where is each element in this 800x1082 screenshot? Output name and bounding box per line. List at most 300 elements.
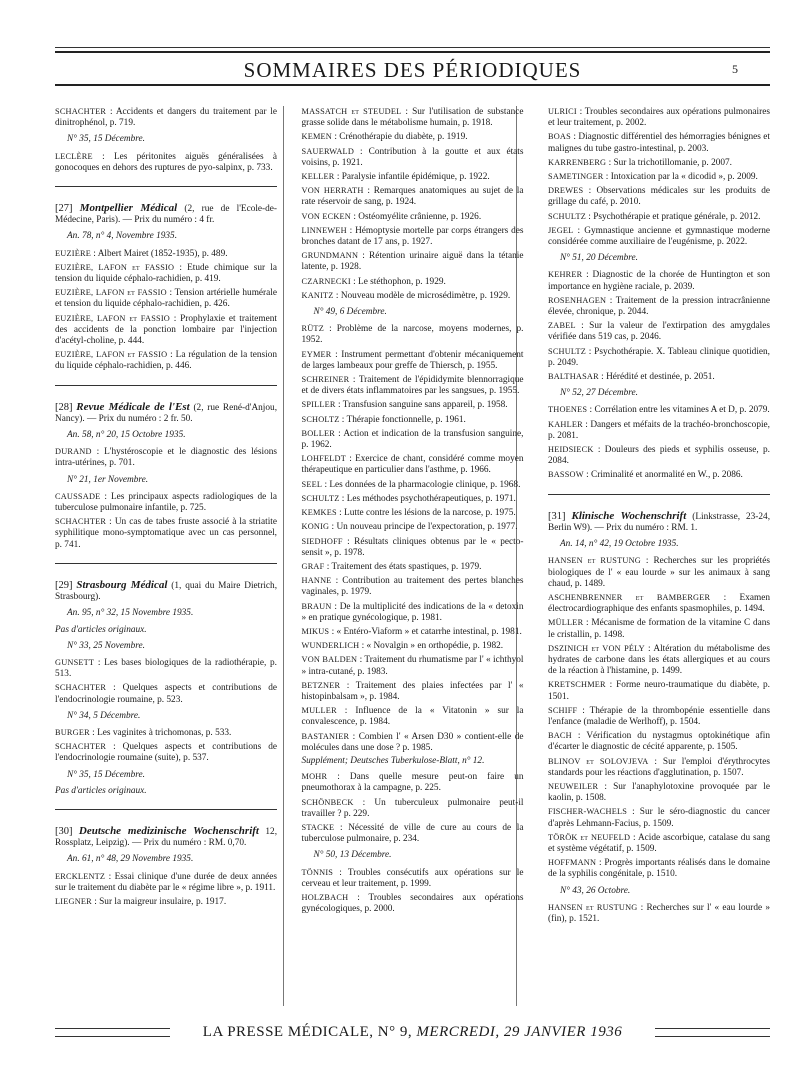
entry: RÜTZ : Problème de la narcose, moyens modernes, p. 1952.: [301, 324, 524, 346]
page-title: SOMMAIRES DES PÉRIODIQUES: [243, 58, 582, 82]
entry: KELLER : Paralysie infantile épidémique, p. 1922.: [301, 172, 490, 183]
entry: ULRICI : Troubles secondaires aux opérations pulmonaires et leur traitement, p. 2002.: [548, 107, 770, 129]
column-2: [302, 106, 524, 1006]
author: CZARNECKI: [301, 276, 351, 286]
page-footer: [55, 1024, 770, 1041]
columns: [55, 106, 770, 1006]
entry: SCHACHTER : Accidents et dangers du traitement par le dinitrophénol, p. 719.: [55, 107, 278, 129]
entry: EYMER : Instrument permettant d'obtenir mécaniquement de larges lambeaux pour greffe de Thiersch, p. 1955.: [301, 349, 524, 371]
entry: KAHLER : Dangers et méfaits de la trachéo-bronchoscopie, p. 2081.: [548, 419, 770, 441]
author: SCHOLTZ: [301, 414, 340, 424]
author: LECLÈRE: [55, 151, 93, 161]
author: DSZINICH et VON PÉLY: [548, 643, 645, 653]
entry-text: Les péritonites aiguës généralisées à gonocoques en dehors des ruptures de pyo-salpinx, p. 733.: [55, 151, 277, 173]
entry-text: Essai clinique d'une durée de deux années sur le traitement du diabète par le « régime libre », p. 1911.: [55, 871, 277, 893]
entry: EUZIÈRE, LAFON et FASSIO : Tension artérielle humérale et tension du liquide céphalo-rachidien, p. 426.: [55, 288, 277, 310]
entry-text: Nouveau modèle de microsédimètre, p. 1929.: [340, 290, 511, 301]
author: LOHFELDT: [301, 454, 346, 464]
entry: BOLLER : Action et indication de la transfusion sanguine, p. 1962.: [301, 428, 524, 451]
author: MÜLLER: [548, 618, 584, 628]
issue-citation: N° 34, 5 Décembre.: [67, 710, 141, 721]
author: DURAND: [55, 447, 92, 457]
entry-text: Troubles secondaires aux opérations pulmonaires et leur traitement, p. 2002.: [548, 107, 770, 129]
author: FISCHER-WACHELS: [548, 807, 628, 817]
entry-list: [55, 248, 277, 373]
entry-text: Vérification du nystagmus optokinétique afin d'écarter le diagnostic de cécité apparente, p. 1505.: [548, 731, 770, 753]
entry-text: Dangers et méfaits de la trachéo-bronchoscopie, p. 2081.: [548, 419, 770, 441]
issue-citation: N° 35, 15 Décembre.: [67, 769, 145, 780]
entry-text: Diagnostic de la chorée de Huntington et son importance en hygiène raciale, p. 2039.: [548, 270, 771, 292]
entry-text: Troubles secondaires aux opérations gynécologiques, p. 2000.: [301, 892, 524, 915]
entry-text: Hémoptysie mortelle par corps étrangers des bronches datant de 17 ans, p. 1927.: [301, 225, 524, 248]
entry: BASTANIER : Combien l' « Arsen D30 » contient-elle de molécules dans une dose ? p. 1985.: [301, 731, 524, 753]
entry: WUNDERLICH : « Novalgin » en orthopédie, p. 1982.: [301, 641, 504, 652]
journal-number: [28]: [55, 401, 73, 413]
entry: HEIDSIECK : Douleurs des pieds et syphilis osseuse, p. 2084.: [548, 445, 771, 467]
entry-text: Traitement des plaies infectées par l' « histopinbalsam », p. 1984.: [301, 680, 524, 702]
author: GRAF: [301, 561, 325, 571]
entry-text: « Entéro-Viaform » et catarrhe intestinal, p. 1981.: [336, 626, 522, 637]
entry: HANNE : Contribution au traitement des pertes blanches vaginales, p. 1979.: [301, 576, 524, 598]
entry: HOLZBACH : Troubles secondaires aux opérations gynécologiques, p. 2000.: [301, 892, 524, 915]
entry-text: Ostéomyélite crânienne, p. 1926.: [358, 211, 482, 222]
entry-text: Traitement du rhumatisme par l' « ichthyol » intra-cutané, p. 1983.: [301, 655, 524, 677]
entry-text: Mécanisme de formation de la vitamine C dans le cristallin, p. 1498.: [548, 618, 770, 640]
header-top-rule-thick: [55, 51, 770, 53]
footer-date: MERCREDI, 29 JANVIER 1936: [416, 1024, 623, 1040]
author: KONIG: [301, 522, 330, 532]
journal-details: (2, rue René-d'Anjou, Nancy). — Prix du numéro : 2 fr. 50.: [55, 402, 278, 424]
entry-text: Lutte contre les lésions de la narcose, p. 1975.: [344, 508, 516, 519]
journal-title: Montpellier Médical: [79, 202, 178, 215]
issue-citation: An. 78, n° 4, Novembre 1935.: [67, 231, 178, 242]
author: SCHACHTER: [55, 517, 107, 527]
issue-citation: N° 49, 6 Décembre.: [313, 307, 387, 318]
entry-text: Forme neuro-traumatique du diabète, p. 1501.: [548, 680, 771, 702]
journal-number: [27]: [55, 203, 73, 215]
entry-text: Psychothérapie et pratique générale, p. 2012.: [593, 211, 761, 222]
author: HANSEN et RUSTUNG: [548, 902, 638, 912]
entry-text: Les principaux aspects radiologiques de la tuberculose pulmonaire infantile, p. 725.: [55, 491, 277, 514]
author: SCHREINER: [301, 375, 350, 385]
journal-heading-31: [548, 511, 770, 534]
author: MIKUS: [301, 626, 330, 636]
entry-text: Sur le séro-diagnostic du cancer d'après Lehmann-Facius, p. 1509.: [548, 807, 770, 829]
entry-text: Les vaginites à trichomonas, p. 533.: [97, 727, 232, 738]
entry: SCHACHTER : Un cas de tabes fruste associé à la striatite syphilitique mono-symptomatique avec un cas personnel, p. 741.: [55, 517, 277, 550]
issue-citation: N° 21, 1er Novembre.: [67, 474, 149, 485]
author: MOHR: [301, 772, 328, 782]
entry: CAUSSADE : Les principaux aspects radiologiques de la tuberculose pulmonaire infantile, p. 725.: [55, 491, 277, 514]
author: ZABEL: [548, 321, 576, 331]
entry: SCHULTZ : Psychothérapie. X. Tableau clinique quotidien, p. 2049.: [548, 346, 770, 368]
entry: TÖRÖK et NEUFELD : Acide ascorbique, catalase du sang et système végétatif, p. 1509.: [548, 832, 770, 854]
entry: MOHR : Dans quelle mesure peut-on faire un pneumothorax à la campagne, p. 225.: [301, 772, 524, 794]
entry-list: [55, 727, 277, 765]
author: SEEL: [301, 479, 323, 489]
author: ASCHENBRENNER et BAMBERGER: [548, 592, 711, 602]
column-1: [55, 106, 277, 1006]
entry-text: Quelques aspects et contributions de l'endocrinologie roumaine (suite), p. 537.: [55, 742, 278, 764]
issue-citation: An. 14, n° 42, 19 Octobre 1935.: [560, 539, 679, 550]
entry: KARRENBERG : Sur la trichotillomanie, p. 2007.: [548, 157, 733, 168]
entry: LECLÈRE : Les péritonites aiguës généralisées à gonocoques en dehors des ruptures de pyo-salpinx, p. 733.: [55, 151, 277, 173]
entry-text: Un cas de tabes fruste associé à la striatite syphilitique mono-symptomatique avec un cas personnel, p. 741.: [55, 517, 277, 550]
note: Pas d'articles originaux.: [55, 785, 147, 796]
journal-heading-28: [55, 402, 277, 425]
issue-citation: N° 51, 20 Décembre.: [560, 253, 638, 264]
issue-citation: An. 61, n° 48, 29 Novembre 1935.: [67, 854, 194, 865]
journal-details: (Linkstrasse, 23-24, Berlin W9). — Prix du numéro : RM. 1.: [548, 511, 771, 533]
entry: SCHÖNBECK : Un tuberculeux pulmonaire peut-il travailler ? p. 229.: [301, 797, 524, 819]
entry: KANITZ : Nouveau modèle de microsédimètre, p. 1929.: [301, 290, 511, 301]
entry: EUZIÈRE, LAFON et FASSIO : Etude chimique sur la tension du liquide céphalo-rachidien, p. 419.: [55, 262, 278, 285]
entry: BRAUN : De la multiplicité des indications de la « detoxin » en pratique gynécologique, p. 1981.: [301, 601, 524, 623]
author: LIEGNER: [55, 896, 92, 906]
entry: DURAND : L'hystéroscopie et le diagnostic des lésions intra-utérines, p. 701.: [55, 447, 277, 469]
entry: EUZIÈRE : Albert Mairet (1852-1935), p. 489.: [55, 248, 228, 259]
entry-text: De la multiplicité des indications de la « detoxin » en pratique gynécologique, p. 1981.: [301, 601, 524, 623]
entry-text: Douleurs des pieds et syphilis osseuse, p. 2084.: [548, 445, 771, 467]
author: SAUERWALD: [301, 146, 355, 156]
entry: SCHACHTER : Quelques aspects et contributions de l'endocrinologie roumaine (suite), p. 537.: [55, 742, 278, 764]
author: GUNSETT: [55, 657, 95, 667]
entry-text: Altération du métabolisme des hydrates de carbone dans les états allergiques et au cours de la réaction à l'histamine, p. 1499.: [548, 643, 770, 677]
entry-list: [302, 323, 524, 754]
entry-list: [548, 555, 770, 880]
entry-text: Etude chimique sur la tension du liquide céphalo-rachidien, p. 419.: [55, 262, 278, 285]
entry-text: Quelques aspects et contributions de l'endocrinologie roumaine, p. 523.: [55, 683, 278, 705]
entry: BALTHASAR : Hérédité et destinée, p. 2051.: [548, 372, 715, 383]
entry: SCHREINER : Traitement de l'épididymite blennorragique et de divers états inflammatoires par les sangsues, p. 1955.: [301, 375, 524, 397]
journal-title: Deutsche medizinische Wochenschrift: [78, 824, 259, 837]
entry-text: Progrès importants réalisés dans le domaine de la syphilis congénitale, p. 1510.: [548, 858, 770, 880]
entry: SCHULTZ : Psychothérapie et pratique générale, p. 2012.: [548, 211, 761, 222]
entry-text: Le stéthophon, p. 1929.: [358, 276, 446, 287]
entry-text: Les données de la pharmacologie clinique, p. 1968.: [329, 479, 521, 490]
entry-list: [55, 657, 277, 706]
entry: CZARNECKI : Le stéthophon, p. 1929.: [301, 276, 446, 287]
entry-text: Sur la trichotillomanie, p. 2007.: [613, 157, 733, 168]
entry: SCHACHTER : Quelques aspects et contributions de l'endocrinologie roumaine, p. 523.: [55, 683, 278, 705]
author: STACKE: [301, 822, 335, 832]
author: VON ECKEN: [301, 211, 352, 221]
entry-text: Gymnastique ancienne et gymnastique moderne considérée comme auxiliaire de l'eugénisme, p. 2022.: [548, 225, 771, 248]
entry: BOAS : Diagnostic différentiel des hémorragies bénignes et malignes du tube gastro-intestinal, p. 2003.: [548, 132, 770, 154]
author: BOAS: [548, 132, 571, 142]
journal-number: [29]: [55, 579, 73, 591]
journal-number: [31]: [548, 510, 566, 522]
footer-rule-right: [655, 1028, 770, 1037]
author: VON BALDEN: [301, 655, 358, 665]
entry-text: Les méthodes psychothérapeutiques, p. 1971.: [346, 493, 516, 504]
entry-text: Acide ascorbique, catalase du sang et système végétatif, p. 1509.: [548, 832, 770, 854]
author: KEMKES: [301, 508, 337, 518]
author: BETZNER: [301, 680, 341, 690]
author: NEUWEILER: [548, 781, 599, 791]
entry: GUNSETT : Les bases biologiques de la radiothérapie, p. 513.: [55, 657, 278, 680]
author: MULLER: [301, 706, 337, 716]
author: WUNDERLICH: [301, 641, 360, 651]
author: HANNE: [301, 576, 332, 586]
journal-details: (2, rue de l'Ecole-de-Médecine, Paris). — Prix du numéro : 4 fr.: [55, 204, 278, 226]
entry-text: Thérapie de la thrombopénie essentielle dans l'enfance (maladie de Werlhoff), p. 1504.: [548, 705, 770, 727]
entry: BURGER : Les vaginites à trichomonas, p. 533.: [55, 727, 232, 738]
entry: SIEDHOFF : Résultats cliniques obtenus par le « pecto-sensit », p. 1978.: [301, 536, 524, 558]
entry-text: Rétention urinaire aiguë dans la tétanie latente, p. 1928.: [301, 251, 524, 273]
entry: HANSEN et RUSTUNG : Recherches sur les propriétés biologiques de l' « eau lourde » sur les animaux à sang chaud, p. 1489.: [548, 556, 771, 589]
entry-text: Combien l' « Arsen D30 » contient-elle de molécules dans une dose ? p. 1985.: [301, 731, 524, 753]
entry-text: Crénothérapie du diabète, p. 1919.: [339, 132, 468, 143]
entry: LINNEWEH : Hémoptysie mortelle par corps étrangers des bronches datant de 17 ans, p. 1927.: [301, 225, 524, 248]
entry-text: Traitement des états spastiques, p. 1979.: [331, 561, 482, 572]
journal-number: [30]: [55, 825, 73, 837]
journal-title: Klinische Wochenschrift: [571, 509, 687, 522]
page-number: 5: [732, 62, 738, 76]
entry: THOENES : Corrélation entre les vitamines A et D, p. 2079.: [548, 405, 770, 416]
entry-text: Traitement de l'épididymite blennorragique et de divers états inflammatoires par les sangsues, p. 1955.: [301, 375, 524, 397]
entry-text: Observations médicales sur les produits de grillage du café, p. 2010.: [548, 186, 770, 208]
entry: KONIG : Un nouveau principe de l'expectoration, p. 1977.: [301, 522, 518, 533]
entry: GRAF : Traitement des états spastiques, p. 1979.: [301, 561, 482, 572]
author: BACH: [548, 731, 572, 741]
entry: EUZIÈRE, LAFON et FASSIO : La régulation de la tension du liquide céphalo-rachidien, p. 446.: [55, 350, 277, 372]
entry-text: Les bases biologiques de la radiothérapie, p. 513.: [55, 657, 278, 680]
entry: HANSEN et RUSTUNG : Recherches sur l' « eau lourde » (fin), p. 1521.: [548, 902, 771, 924]
entry-list: [548, 902, 770, 925]
journal-heading-30: [55, 826, 277, 849]
note: Pas d'articles originaux.: [55, 624, 147, 635]
entry-list: [55, 446, 277, 469]
entry: EUZIÈRE, LAFON et FASSIO : Prophylaxie et traitement des accidents de la ponction lombaire par l'injection d'acétyl-choline, p. 444.: [55, 313, 277, 347]
entry: VON ECKEN : Ostéomyélite crânienne, p. 1926.: [301, 211, 482, 222]
entry-text: Criminalité et anormalité en W., p. 2086.: [591, 470, 743, 481]
author: KANITZ: [301, 290, 334, 300]
author: KAHLER: [548, 419, 583, 429]
section-separator: [55, 385, 277, 386]
author: VON HERRATH: [301, 186, 364, 196]
entry: MULLER : Influence de la « Vitatonin » sur la convalescence, p. 1984.: [301, 706, 524, 728]
author: SIEDHOFF: [301, 536, 343, 546]
author: KARRENBERG: [548, 157, 607, 167]
journal-heading-27: [55, 203, 277, 226]
entry-text: Un nouveau principe de l'expectoration, p. 1977.: [336, 522, 518, 533]
entry: ROSENHAGEN : Traitement de la pression intracrânienne élevée, chronique, p. 2044.: [548, 295, 770, 318]
issue-citation: N° 50, 13 Décembre.: [313, 850, 392, 861]
author: SAMETINGER: [548, 172, 604, 182]
entry-text: Accidents et dangers du traitement par le dinitrophénol, p. 719.: [55, 107, 278, 129]
issue-citation: N° 35, 15 Décembre.: [67, 134, 145, 145]
entry-text: Problème de la narcose, moyens modernes, p. 1952.: [301, 324, 524, 346]
entry-text: Recherches sur l' « eau lourde » (fin), p. 1521.: [548, 902, 771, 924]
entry: KEHRER : Diagnostic de la chorée de Huntington et son importance en hygiène raciale, p. 2039.: [548, 270, 771, 292]
entry: DREWES : Observations médicales sur les produits de grillage du café, p. 2010.: [548, 186, 770, 208]
author: BOLLER: [301, 428, 335, 438]
author: BASTANIER: [301, 731, 350, 741]
author: SPILLER: [301, 400, 336, 410]
entry-text: Recherches sur les propriétés biologiques de l' « eau lourde » sur les animaux à sang chaud, p. 1489.: [548, 556, 771, 589]
entry-text: Sur la maigreur insulaire, p. 1917.: [99, 896, 227, 907]
entry: KEMEN : Crénothérapie du diabète, p. 1919.: [301, 132, 468, 143]
author: SCHULTZ: [548, 346, 586, 356]
entry: LIEGNER : Sur la maigreur insulaire, p. 1917.: [55, 896, 227, 907]
issue-citation: N° 33, 25 Novembre.: [67, 640, 145, 651]
entry-text: Transfusion sanguine sans appareil, p. 1958.: [342, 400, 508, 411]
entry-text: Sur l'utilisation de substance grasse solide dans le métabolisme humain, p. 1918.: [301, 107, 524, 129]
entry-text: Traitement de la pression intracrânienne élevée, chronique, p. 2044.: [548, 295, 770, 318]
column-3: [548, 106, 770, 1006]
author: KEHRER: [548, 270, 583, 280]
journal-details: 12, Rossplatz, Leipzig). — Prix du numéro : RM. 0,70.: [55, 826, 278, 849]
entry: ASCHENBRENNER et BAMBERGER : Examen électrocardiographique des enfants spasmophiles, p. 1494.: [548, 592, 770, 615]
entry-list: [302, 771, 524, 845]
author: SCHULTZ: [301, 493, 340, 503]
entry-text: Exercice de chant, considéré comme moyen thérapeutique en particulier dans l'asthme, p. 1966.: [301, 454, 524, 476]
entry-text: Diagnostic différentiel des hémorragies bénignes et malignes du tube gastro-intestinal, p. 2003.: [548, 132, 770, 154]
entry-list: [548, 269, 770, 383]
author: ERCKLENTZ: [55, 871, 106, 881]
entry-list: [548, 404, 770, 481]
entry-text: « Novalgin » en orthopédie, p. 1982.: [366, 641, 504, 652]
entry: SEEL : Les données de la pharmacologie clinique, p. 1968.: [301, 479, 521, 490]
author: GRUNDMANN: [301, 251, 359, 261]
author: BRAUN: [301, 601, 332, 611]
issue-citation: N° 52, 27 Décembre.: [560, 388, 638, 399]
author: DREWES: [548, 186, 584, 196]
entry: SPILLER : Transfusion sanguine sans appareil, p. 1958.: [301, 400, 508, 411]
journal-heading-29: [55, 580, 277, 603]
author: EUZIÈRE: [55, 248, 91, 258]
issue-citation: An. 58, n° 20, 15 Octobre 1935.: [67, 430, 186, 441]
entry: NEUWEILER : Sur l'anaphylotoxine provoquée par le kaolin, p. 1508.: [548, 781, 770, 804]
author: KELLER: [301, 172, 335, 182]
section-separator: [55, 186, 277, 187]
entry: ZABEL : Sur la valeur de l'extirpation des amygdales vérifiée dans 519 cas, p. 2046.: [548, 321, 771, 343]
author: SCHULTZ: [548, 211, 586, 221]
entry: DSZINICH et VON PÉLY : Altération du métabolisme des hydrates de carbone dans les états allergiques et au cours de la réaction à l'histamine, p. 1499.: [548, 643, 770, 677]
author: KRETSCHMER: [548, 680, 606, 690]
entry: MIKUS : « Entéro-Viaform » et catarrhe intestinal, p. 1981.: [301, 626, 522, 637]
entry-text: Prophylaxie et traitement des accidents de la ponction lombaire par l'injection d'acétyl-choline, p. 444.: [55, 313, 277, 347]
author: JEGEL: [548, 225, 574, 235]
entry-text: Instrument permettant d'obtenir mécaniquement de larges lambeaux pour greffe de Thiersch, p. 1955.: [301, 349, 524, 371]
author: KEMEN: [301, 132, 332, 142]
author: ROSENHAGEN: [548, 295, 607, 305]
issue-citation: N° 43, 26 Octobre.: [560, 885, 631, 896]
author: HEIDSIECK: [548, 445, 594, 455]
author: SCHACHTER: [55, 107, 107, 116]
author: RÜTZ: [301, 324, 324, 334]
entry-list: [55, 491, 277, 551]
entry: SCHULTZ : Les méthodes psychothérapeutiques, p. 1971.: [301, 493, 516, 504]
author: SCHIFF: [548, 705, 578, 715]
entry: HOFFMANN : Progrès importants réalisés dans le domaine de la syphilis congénitale, p. 1510.: [548, 858, 770, 880]
entry-list: [55, 871, 277, 909]
entry: MÜLLER : Mécanisme de formation de la vitamine C dans le cristallin, p. 1498.: [548, 618, 770, 640]
entry-text: Contribution au traitement des pertes blanches vaginales, p. 1979.: [301, 576, 524, 598]
entry: VON BALDEN : Traitement du rhumatisme par l' « ichthyol » intra-cutané, p. 1983.: [301, 655, 524, 677]
entry-text: L'hystéroscopie et le diagnostic des lésions intra-utérines, p. 701.: [55, 447, 277, 469]
entry: VON HERRATH : Remarques anatomiques au sujet de la rate réservoir de sang, p. 1924.: [301, 186, 524, 208]
entry-text: Contribution à la goutte et aux états voisins, p. 1921.: [301, 146, 524, 168]
entry: BLINOV et SOLOVJEVA : Sur l'emploi d'érythrocytes standards pour les réactions d'agglutination, p. 1507.: [548, 756, 771, 778]
entry-text: Thérapie fonctionnelle, p. 1961.: [346, 414, 466, 425]
entry-text: Résultats cliniques obtenus par le « pecto-sensit », p. 1978.: [301, 536, 524, 558]
entry: MASSATCH et STEUDEL : Sur l'utilisation de substance grasse solide dans le métabolisme humain, p. 1918.: [301, 107, 524, 129]
entry: SCHOLTZ : Thérapie fonctionnelle, p. 1961.: [301, 414, 466, 425]
footer-publication: LA PRESSE MÉDICALE, N° 9,: [202, 1024, 417, 1040]
author: HANSEN et RUSTUNG: [548, 556, 641, 566]
author: ULRICI: [548, 107, 577, 116]
author: SCHACHTER: [55, 683, 107, 693]
entry: STACKE : Nécessité de ville de cure au cours de la tuberculose pulmonaire, p. 234.: [301, 822, 524, 845]
entry-text: La régulation de la tension du liquide céphalo-rachidien, p. 446.: [55, 350, 277, 372]
entry-text: Sur la valeur de l'extirpation des amygdales vérifiée dans 519 cas, p. 2046.: [548, 321, 771, 343]
section-separator: [55, 563, 277, 564]
author: HOFFMANN: [548, 858, 597, 868]
entry-text: Paralysie infantile épidémique, p. 1922.: [341, 172, 490, 183]
entry-text: Tension artérielle humérale et tension du liquide céphalo-rachidien, p. 426.: [55, 288, 277, 310]
author: BASSOW: [548, 470, 584, 480]
header-bottom-rule: [55, 84, 770, 86]
entry: KEMKES : Lutte contre les lésions de la narcose, p. 1975.: [301, 508, 516, 519]
entry-text: Influence de la « Vitatonin » sur la convalescence, p. 1984.: [301, 706, 524, 728]
entry-text: Nécessité de ville de cure au cours de la tuberculose pulmonaire, p. 234.: [301, 822, 524, 845]
entry-text: Albert Mairet (1852-1935), p. 489.: [97, 248, 228, 259]
journal-details: (1, quai du Maire Dietrich, Strasbourg).: [55, 580, 278, 603]
supplement-heading: Supplément; Deutsches Tuberkulose-Blatt, n° 12.: [301, 755, 485, 766]
author: CAUSSADE: [55, 491, 101, 501]
author: BURGER: [55, 727, 90, 737]
author: BLINOV et SOLOVJEVA: [548, 756, 649, 766]
author: HOLZBACH: [301, 892, 349, 902]
entry: BETZNER : Traitement des plaies infectées par l' « histopinbalsam », p. 1984.: [301, 680, 524, 702]
entry-text: Sur l'anaphylotoxine provoquée par le kaolin, p. 1508.: [548, 781, 770, 804]
entry: GRUNDMANN : Rétention urinaire aiguë dans la tétanie latente, p. 1928.: [301, 251, 524, 273]
entry-text: Examen électrocardiographique des enfants spasmophiles, p. 1494.: [548, 592, 770, 615]
header-top-rule: [55, 47, 770, 48]
author: EUZIÈRE, LAFON et FASSIO: [55, 288, 167, 298]
author: SCHACHTER: [55, 742, 107, 752]
author: EYMER: [301, 349, 332, 359]
footer-text: [170, 1024, 655, 1041]
entry-text: Dans quelle mesure peut-on faire un pneumothorax à la campagne, p. 225.: [301, 772, 524, 794]
entry-text: Hérédité et destinée, p. 2051.: [606, 372, 715, 383]
entry: SAMETINGER : Intoxication par la « dicodid », p. 2009.: [548, 172, 758, 183]
author: TÖRÖK et NEUFELD: [548, 832, 631, 842]
author: TÖNNIS: [301, 867, 334, 877]
journal-title: Strasbourg Médical: [76, 578, 168, 591]
author: EUZIÈRE, LAFON et FASSIO: [55, 350, 168, 360]
entry-text: Sur l'emploi d'érythrocytes standards pour les réactions d'agglutination, p. 1507.: [548, 756, 771, 778]
entry-list: [302, 106, 524, 302]
section-separator: [55, 809, 277, 810]
author: SCHÖNBECK: [301, 797, 354, 807]
entry-text: Corrélation entre les vitamines A et D, p. 2079.: [594, 405, 770, 416]
author: THOENES: [548, 405, 588, 415]
entry-text: Psychothérapie. X. Tableau clinique quotidien, p. 2049.: [548, 346, 770, 368]
section-separator: [548, 494, 770, 495]
entry: SAUERWALD : Contribution à la goutte et aux états voisins, p. 1921.: [301, 146, 524, 168]
author: EUZIÈRE, LAFON et FASSIO: [55, 262, 175, 272]
entry-text: Remarques anatomiques au sujet de la rate réservoir de sang, p. 1924.: [301, 186, 524, 208]
entry-text: Troubles consécutifs aux opérations sur le cerveau et leur traitement, p. 1999.: [301, 867, 524, 889]
entry: BACH : Vérification du nystagmus optokinétique afin d'écarter le diagnostic de cécité apparente, p. 1505.: [548, 731, 770, 753]
entry: LOHFELDT : Exercice de chant, considéré comme moyen thérapeutique en particulier dans l'asthme, p. 1966.: [301, 454, 524, 476]
issue-citation: An. 95, n° 32, 15 Novembre 1935.: [67, 608, 194, 619]
author: BALTHASAR: [548, 372, 599, 382]
entry-text: Un tuberculeux pulmonaire peut-il travailler ? p. 229.: [301, 797, 524, 819]
